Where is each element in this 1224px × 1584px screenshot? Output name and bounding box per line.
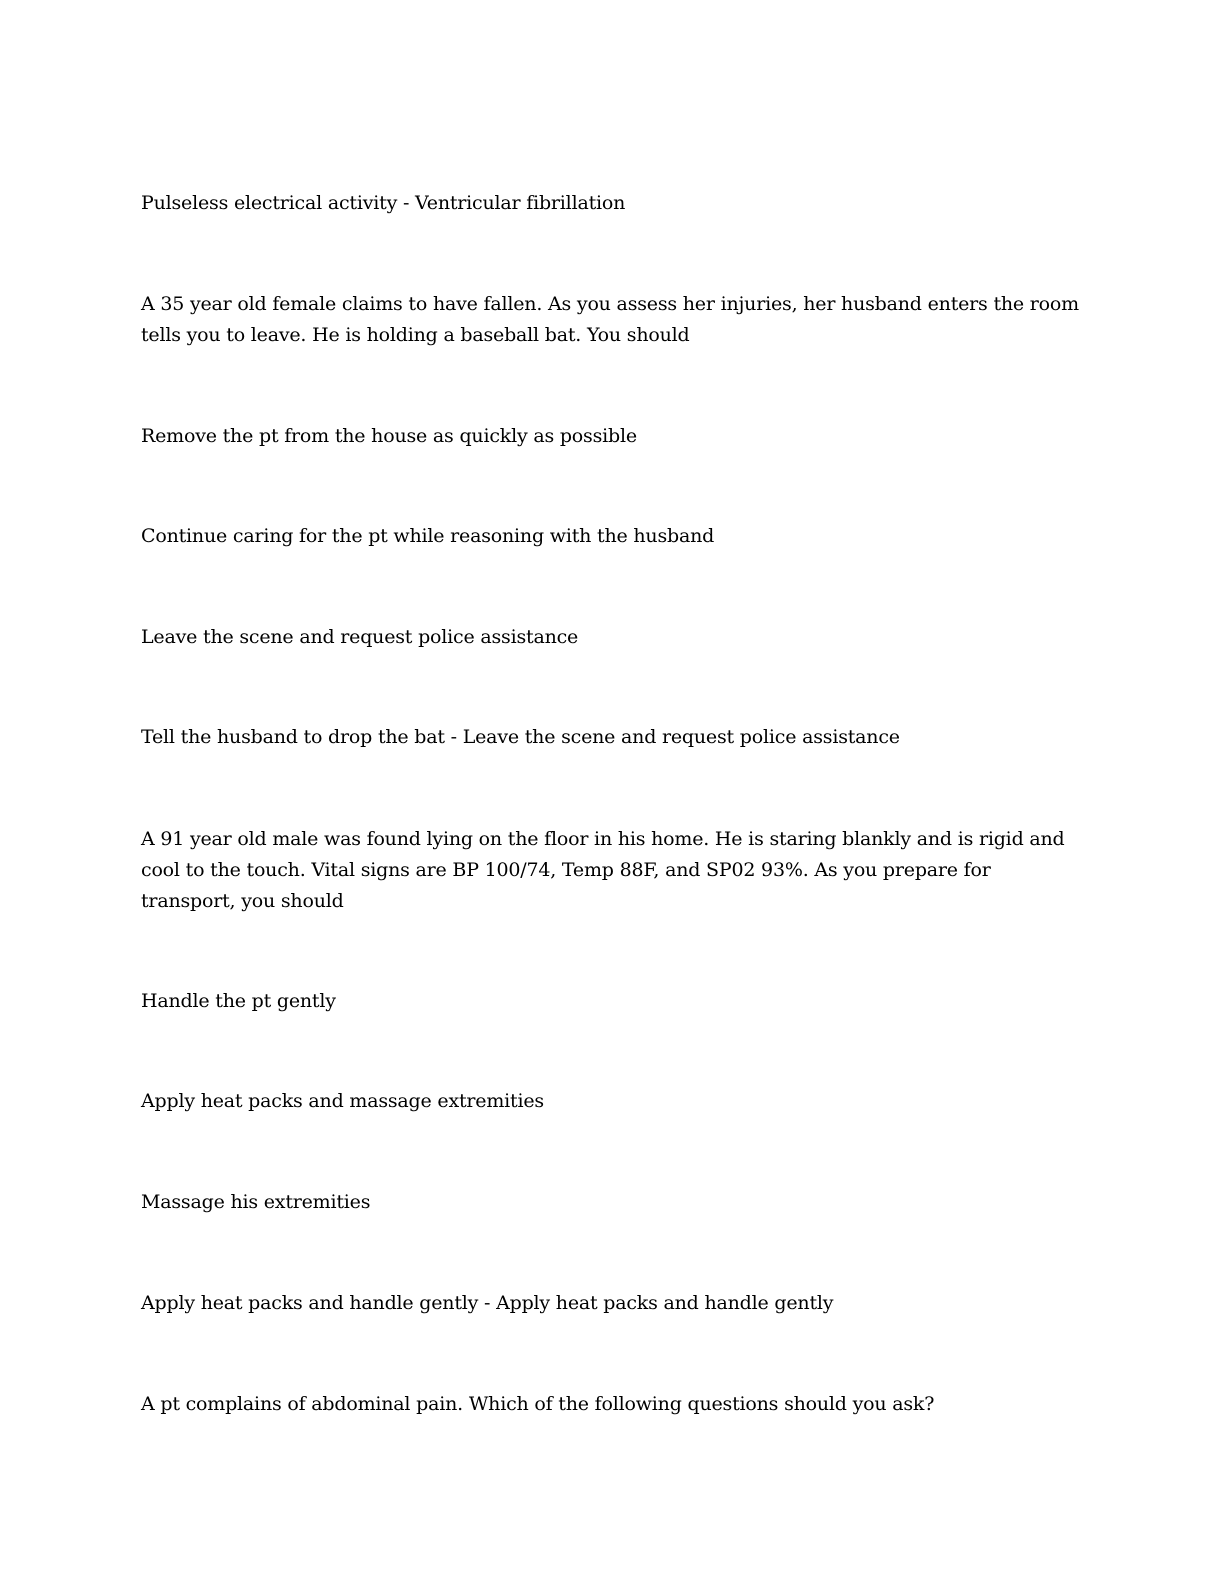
- question-paragraph: A 91 year old male was found lying on the floor in his home. He is staring blankly and is rigid and cool to the touch. Vital signs are BP 100/74, Temp 88F, and SP02 93%. As you prepare for transport, you should: [141, 828, 1065, 912]
- option-paragraph: Handle the pt gently: [141, 990, 336, 1012]
- answer-paragraph: Tell the husband to drop the bat - Leave the scene and request police assistance: [141, 726, 900, 748]
- answer-paragraph: Pulseless electrical activity - Ventricular fibrillation: [141, 192, 626, 214]
- option-paragraph: Continue caring for the pt while reasoning with the husband: [141, 525, 715, 547]
- question-paragraph: A pt complains of abdominal pain. Which of the following questions should you ask?: [141, 1393, 935, 1415]
- option-paragraph: Apply heat packs and massage extremities: [141, 1090, 544, 1112]
- option-paragraph: Leave the scene and request police assistance: [141, 626, 579, 648]
- answer-paragraph: Apply heat packs and handle gently - Apply heat packs and handle gently: [141, 1292, 834, 1314]
- question-paragraph: A 35 year old female claims to have fallen. As you assess her injuries, her husband enters the room tells you to leave. He is holding a baseball bat. You should: [141, 293, 1079, 346]
- option-paragraph: Remove the pt from the house as quickly as possible: [141, 425, 637, 447]
- option-paragraph: Massage his extremities: [141, 1191, 371, 1213]
